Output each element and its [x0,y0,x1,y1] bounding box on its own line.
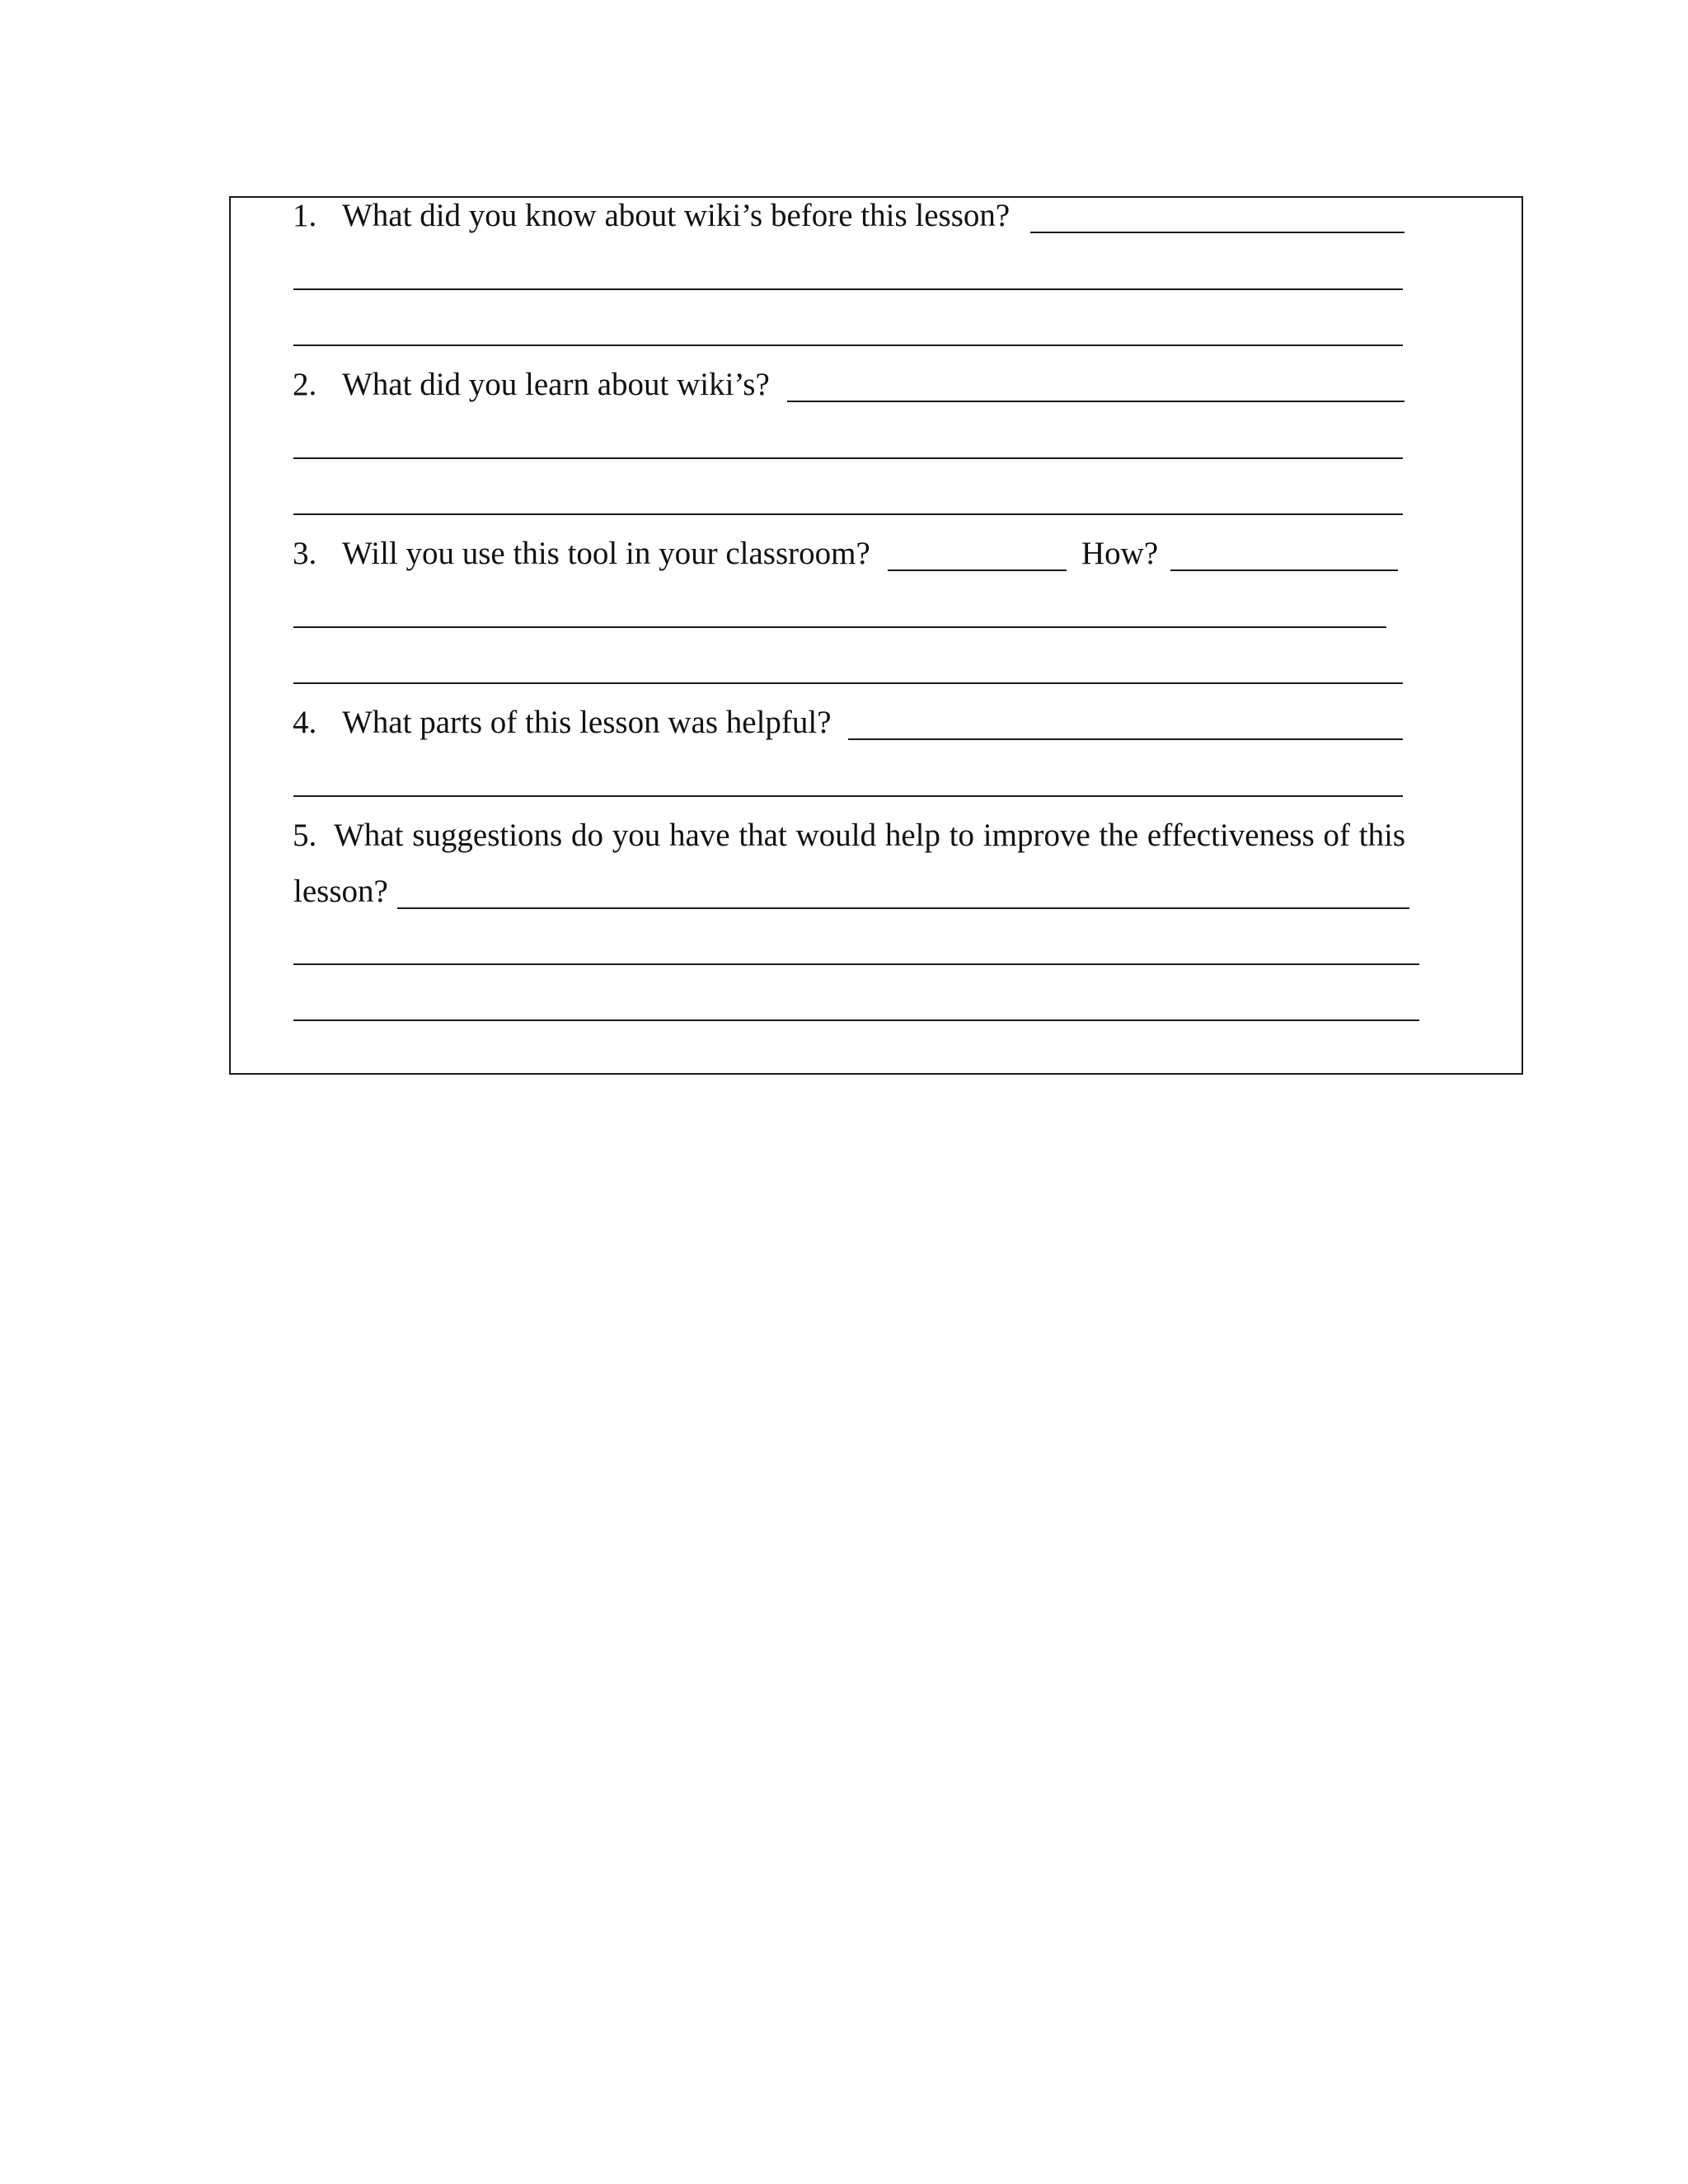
question-5-continuation: lesson? [293,874,388,909]
answer-line-2b[interactable] [293,457,1403,459]
question-1-text: What did you know about wiki’s before this lesson? [342,198,1010,233]
answer-line-3c[interactable] [293,682,1403,684]
answer-line-1c[interactable] [293,344,1403,346]
question-4-text: What parts of this lesson was helpful? [342,705,832,740]
answer-line-4a[interactable] [848,738,1403,740]
answer-line-3b[interactable] [293,626,1386,628]
answer-line-4b[interactable] [293,795,1403,797]
question-2-number: 2. [293,367,317,402]
answer-line-2c[interactable] [293,513,1403,515]
question-5-number: 5. [293,818,317,853]
answer-line-5b[interactable] [293,963,1419,965]
answer-line-2a[interactable] [787,401,1404,402]
question-2-text: What did you learn about wiki’s? [342,367,770,402]
answer-line-1a[interactable] [1030,232,1404,233]
question-1-number: 1. [293,198,317,233]
answer-line-3-yesno[interactable] [888,569,1067,571]
question-3-number: 3. [293,536,317,571]
question-3-text: Will you use this tool in your classroom? [342,536,870,571]
question-4-number: 4. [293,705,317,740]
feedback-form-box [229,196,1523,1075]
question-5-text: What suggestions do you have that would help to improve the effectiveness of this [334,818,1406,853]
question-3-followup: How? [1081,536,1159,571]
answer-line-5a[interactable] [397,907,1409,909]
answer-line-5c[interactable] [293,1019,1419,1021]
answer-line-3-how[interactable] [1170,569,1398,571]
answer-line-1b[interactable] [293,288,1403,290]
